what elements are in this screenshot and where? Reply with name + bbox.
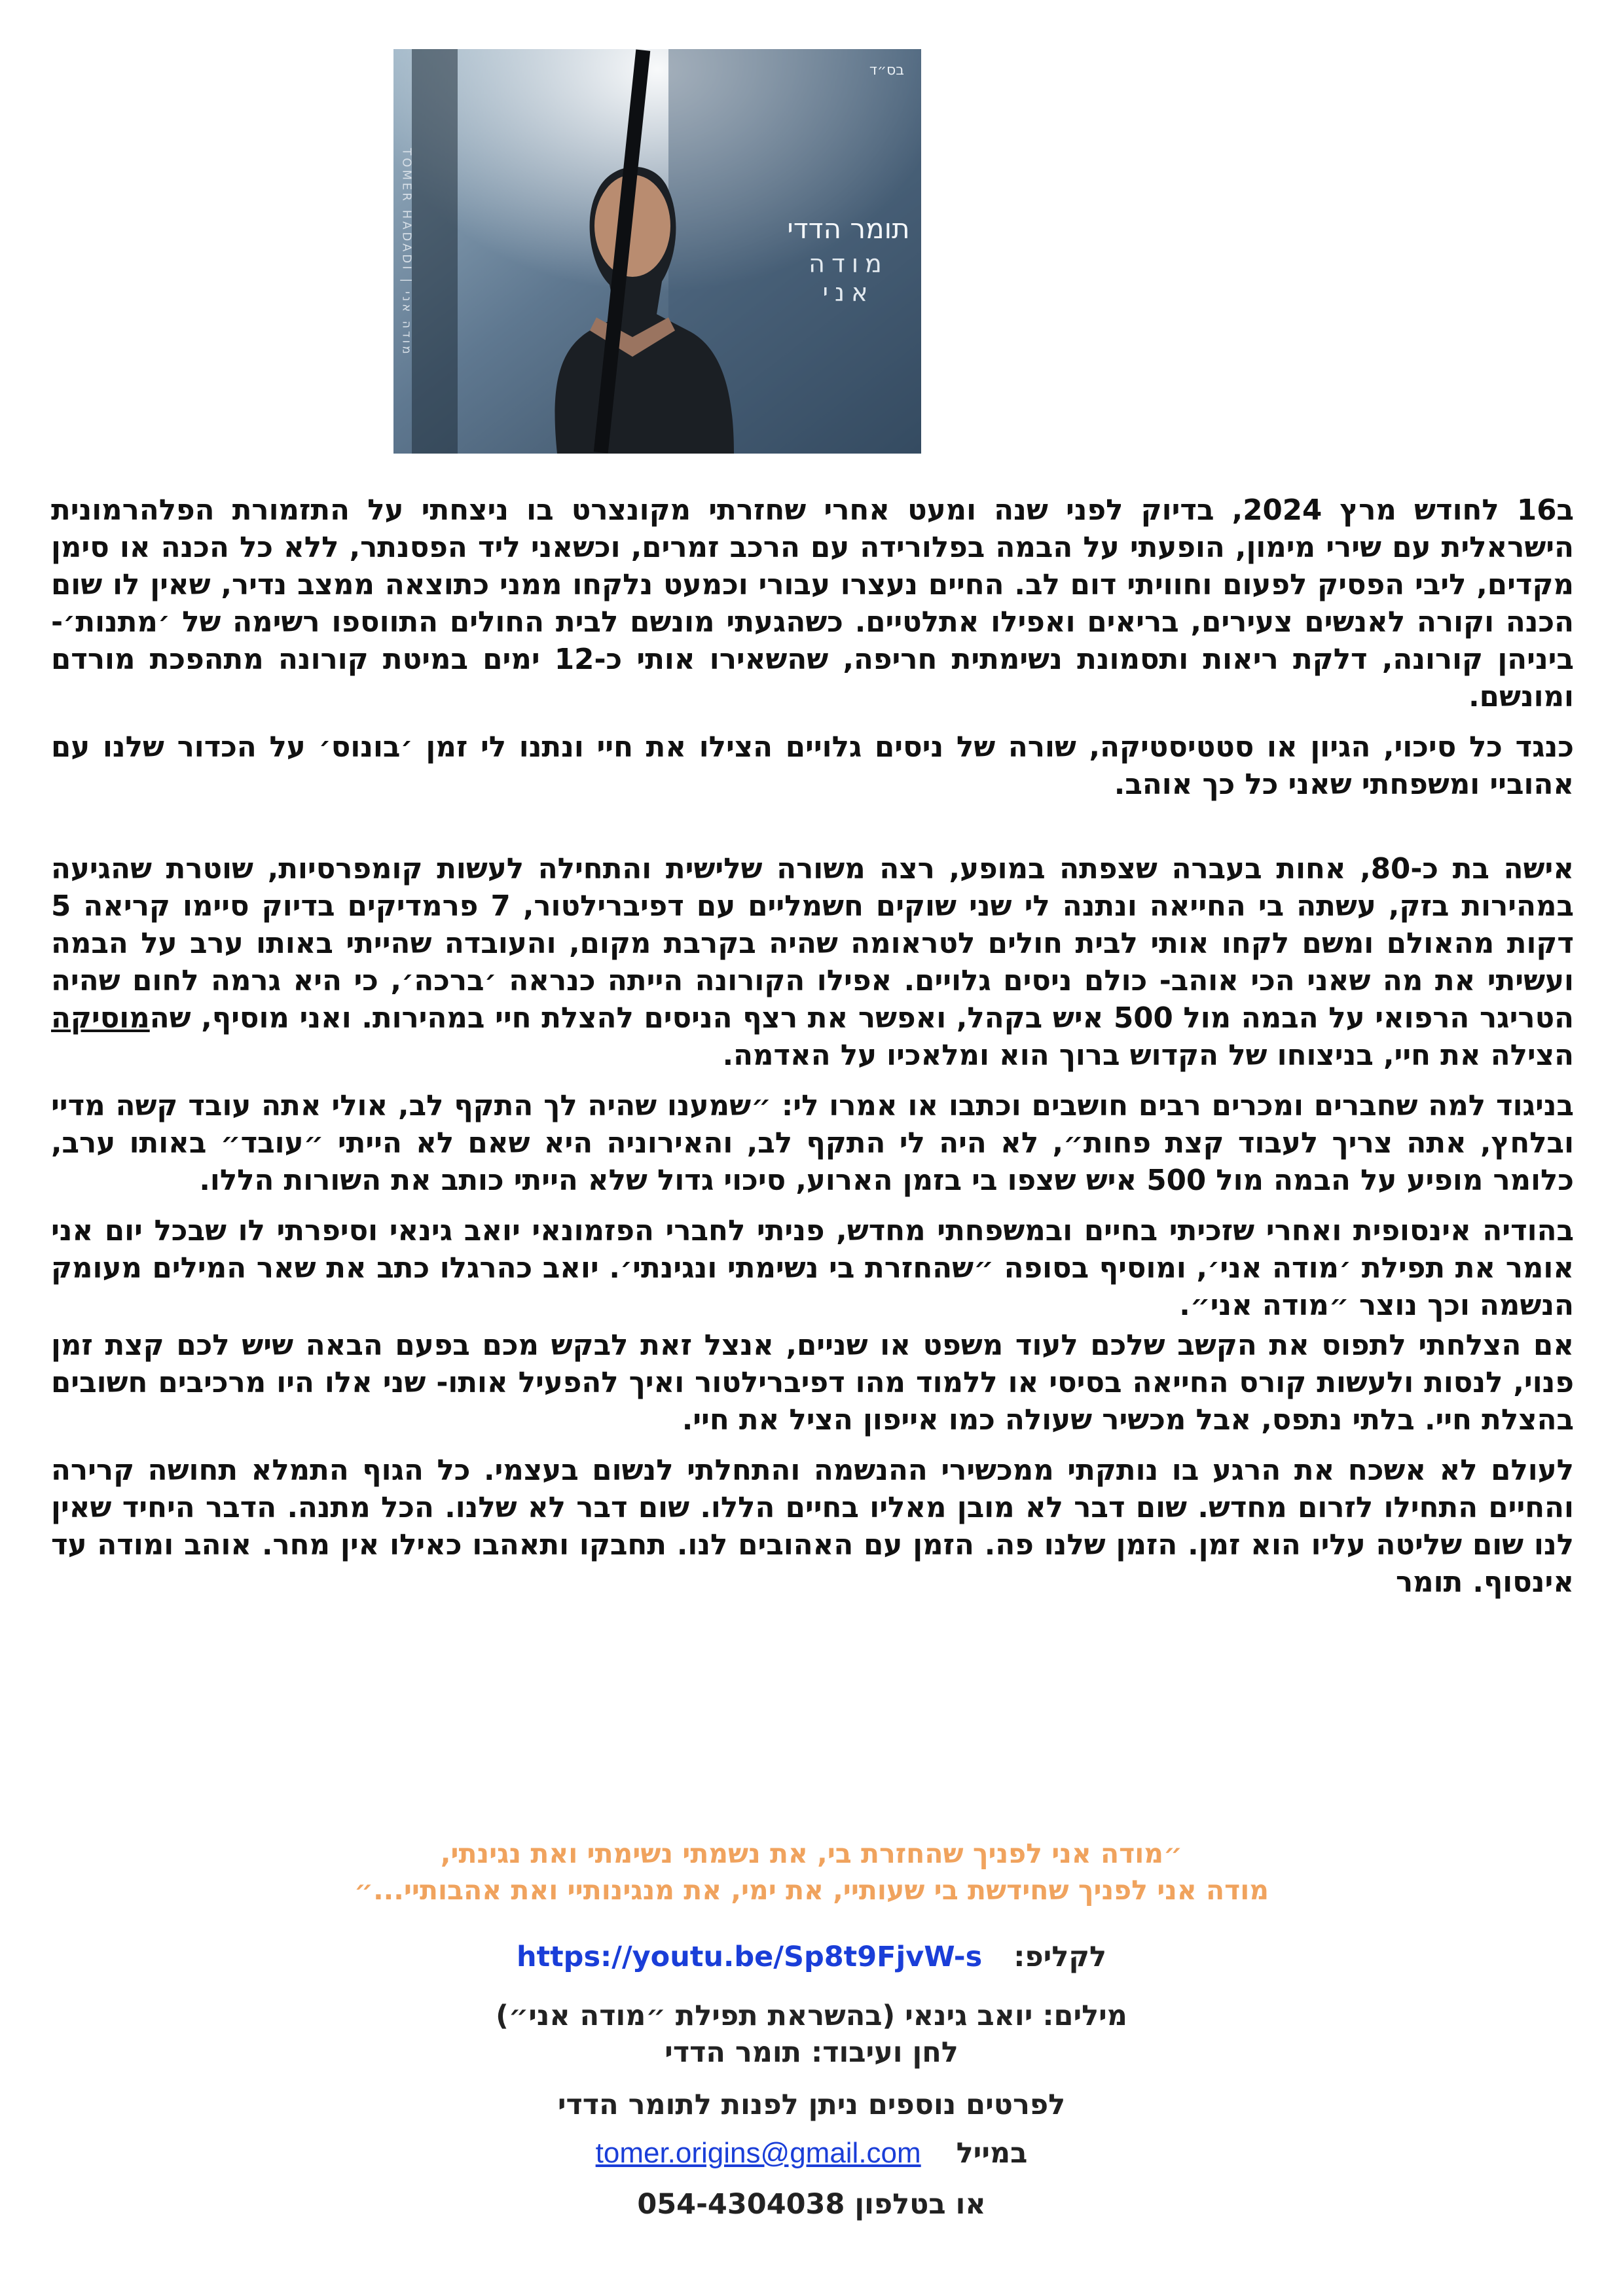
cover-song-title: מודה אני: [809, 249, 888, 307]
clip-url-link[interactable]: https://youtu.be/Sp8t9FjvW-s: [516, 1941, 983, 1973]
paragraph-story-intro: ב16 לחודש מרץ 2024, בדיוק לפני שנה ומעט אחרי שחזרתי מקונצרט בו ניצחתי על התזמורת הפלהרמונית הישראלית עם שירי מימון, הופעתי על הבמה בפלורידה עם הרכב זמרים, וכשאני ליד הפסנתר, ללא כל הכנה או סימן מקדים, ליבי הפסיק לפעום וחוויתי דום לב. החיים נעצרו עבורי וכמעט נלקחו ממני כתוצאה ממצב נדיר, שאין לו שום הכנה וקורה לאנשים צעירים, בריאים ואפילו אתלטיים. כשהגעתי מונשם לבית החולים התווספו רשימה של ׳מתנות׳- ביניהן קורונה, דלקת ריאות ותסמונת נשימתית חריפה, שהשאירו אותי כ-12 ימים במיטת קורונה מתהפכת מורדם ומונשם.: [51, 494, 1574, 713]
paragraph-closing: לעולם לא אשכח את הרגע בו נותקתי ממכשירי ההנשמה והתחלתי לנשום בעצמי. כל הגוף התמלא תחושה קרירה והחיים התחילו לזרום מחדש. שום דבר לא מובן מאליו בחיים הללו. שום דבר לא שלנו. הכל מתנה. הדבר היחיד שאין לנו שום שליטה עליו הוא זמן. הזמן שלנו פה. הזמן עם האהובים לנו. תחבקו ותאהבו כאילו אין מחר. אוהב ומודה עד אינסוף. תומר: [51, 1454, 1574, 1599]
cover-spine-text: TOMER HADADI | מודה אני: [399, 148, 414, 357]
paragraph-song-origin: בהודיה אינסופית ואחרי שזכיתי בחיים ובמשפחתי מחדש, פניתי לחברי הפזמונאי יואב גינאי וסיפרתי לו שבכל יום אני אומר את תפילת ׳מודה אני׳, ומוסיף בסופה ״שהחזרת בי נשימתי ונגינתי׳. יואב כהרגלו כתב את שאר המילים מעומק הנשמה וכך נוצר ״מודה אני״.: [51, 1215, 1574, 1322]
email-link[interactable]: tomer.origins@gmail.com: [595, 2137, 921, 2169]
quote-line-2: מודה אני לפניך שחידשת בי שעותיי, את ימי, את מנגינותיי ואת אהבותיי...״: [354, 1874, 1269, 1906]
clip-row: [0, 1939, 1623, 1975]
clip-label: לקליפ:: [1013, 1941, 1107, 1973]
phone-label: או בטלפון: [854, 2188, 986, 2221]
lyrics-credit: מילים: יואב גינאי (בהשראת תפילת ״מודה אני״): [496, 2000, 1127, 2032]
quote-line-1: ״מודה אני לפניך שהחזרת בי, את נשמתי נשימתי ואת נגינתי,: [440, 1838, 1183, 1869]
paragraph-not-heart-attack: בניגוד למה שחברים ומכרים רבים חושבים וכתבו או אמרו לי: ״שמענו שהיה לך התקף לב, אולי אתה עובד קשה מדיי ובלחץ, אתה צריך לעבוד קצת פחות״, לא היה לי התקף לב, והאירוניה היא שאם לא הייתי ״עובד״ באותו ערב, כלומר מופיע על הבמה מול 500 איש שצפו בי בזמן הארוע, סיכוי גדול שלא הייתי כותב את השורות הללו.: [51, 1090, 1574, 1197]
article-body: [51, 492, 1574, 1602]
cover-corner-label: בס״ד: [869, 62, 904, 79]
email-row: [0, 2135, 1623, 2172]
paragraph-miracles-ending: הצילה את חיי, בניצוחו של הקדוש ברוך הוא ומלאכיו על האדמה.: [722, 1039, 1574, 1072]
paragraph-miracles: [51, 851, 1574, 1075]
music-credit: לחן ועיבוד: תומר הדדי: [665, 2036, 958, 2069]
cover-artist-name: תומר הדדי: [787, 213, 910, 245]
contact-intro: לפרטים נוספים ניתן לפנות לתומר הדדי: [557, 2089, 1066, 2121]
paragraph-against-all-odds: כנגד כל סיכוי, הגיון או סטטיסטיקה, שורה של ניסים גלויים הצילו את חיי ונתנו לי זמן ׳בונוס׳ על הכדור שלנו עם אהוביי ומשפחתי שאני כל כך אוהב.: [51, 731, 1574, 801]
phone-row: [0, 2186, 1623, 2223]
album-cover-image: [393, 49, 921, 454]
music-link[interactable]: מוסיקה: [51, 1002, 150, 1035]
paragraph-cpr-request: אם הצלחתי לתפוס את הקשב שלכם לעוד משפט או שניים, אנצל זאת לבקש מכם בפעם הבאה שיש לכם קצת זמן פנוי, לנסות ולעשות קורס החייאה בסיסי או ללמוד מהו דפיברילטור ואיך להפעיל אותו- שני אלו היו מרכיבים חשובים בהצלת חיי. בלתי נתפס, אבל מכשיר שעולה כמו אייפון הציל את חיי.: [51, 1329, 1574, 1437]
email-label: במייל: [956, 2137, 1028, 2170]
paragraph-miracles-text: אישה בת כ-80, אחות בעברה שצפתה במופע, רצה משורה שלישית והתחילה לעשות קומפרסיות, שוטרת שהגיעה במהירות בזק, עשתה בי החייאה ונתנה לי שני שוקים חשמליים עם דפיברילטור, 7 פרמדיקים בדיוק סיימו קריאה 5 דקות מהאולם ומשם לקחו אותי לבית חולים לטראומה שהיה בקרבת מקום, והעובדה שהייתי באותו ערב על הבמה ועשיתי את מה שאני הכי אוהב- כולם ניסים גלויים. אפילו הקורונה הייתה כנראה ׳ברכה׳, כי היא גרמה לחום שהיה הטריגר הרפואי על הבמה מול 500 איש בקהל, ואפשר את רצף הניסים להצלת חיי במהירות. ואני מוסיף, שה: [51, 853, 1574, 1035]
phone-number: 054-4304038: [637, 2188, 845, 2221]
